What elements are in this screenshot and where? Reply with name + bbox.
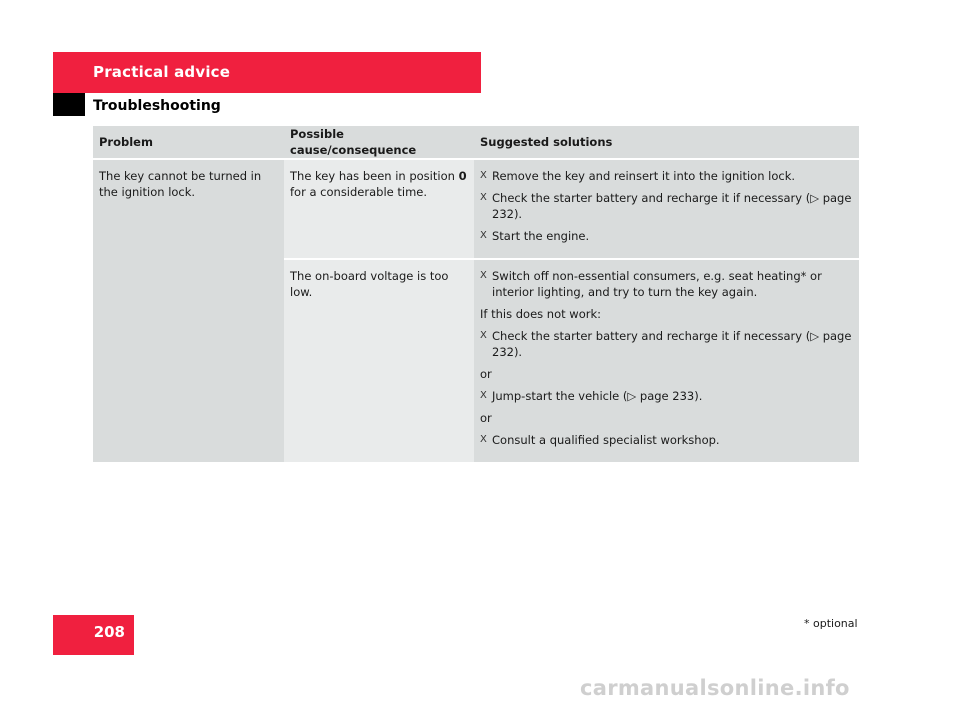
step-arrow-icon: X (480, 390, 487, 401)
solution-step: X Switch off non-essential consumers, e.g. seat heating* or interior lighting, and try to turn the key again. (480, 269, 822, 299)
step-arrow-icon: X (480, 170, 487, 181)
solutions-cell (474, 160, 859, 260)
troubleshooting-table (93, 126, 859, 462)
footnote: * optional (804, 617, 858, 630)
solution-step: X Start the engine. (480, 229, 590, 243)
solution-step: X Jump-start the vehicle (▷ page 233). (480, 389, 703, 403)
table-row (93, 160, 859, 260)
section-marker-tab (53, 93, 85, 116)
table-header-row (93, 126, 859, 160)
section-header-bar (53, 52, 481, 93)
step-arrow-icon: X (480, 192, 487, 203)
step-arrow-icon: X (480, 270, 487, 281)
step-arrow-icon: X (480, 434, 487, 445)
page-number-box (53, 615, 134, 655)
solution-note: If this does not work: (480, 307, 601, 321)
cause-cell (284, 160, 474, 260)
column-header-problem: Problem (93, 126, 284, 160)
cause-cell (284, 260, 474, 462)
solution-step: X Check the starter battery and recharge it if necessary (▷ page 232). (480, 191, 852, 221)
position-value: 0 (458, 169, 467, 183)
problem-text: The key cannot be turned in the ignition lock. (99, 169, 262, 199)
column-header-cause: Possible cause/consequence (284, 126, 474, 160)
cause-text: The key has been in position 0 for a considerable time. (290, 169, 467, 199)
solution-or: or (480, 367, 492, 381)
cause-text: The on-board voltage is too low. (290, 269, 449, 299)
solution-step: X Check the starter battery and recharge it if necessary (▷ page 232). (480, 329, 852, 359)
step-arrow-icon: X (480, 330, 487, 341)
solution-or: or (480, 411, 492, 425)
page-number: 208 (93, 623, 125, 641)
step-arrow-icon: X (480, 230, 487, 241)
page-subtitle: Troubleshooting (93, 98, 221, 114)
watermark: carmanualsonline.info (580, 676, 850, 700)
solution-step: X Consult a qualified specialist workshop. (480, 433, 720, 447)
solutions-cell (474, 260, 859, 462)
section-title: Practical advice (93, 63, 231, 81)
problem-cell (93, 160, 284, 462)
solution-step: X Remove the key and reinsert it into the ignition lock. (480, 169, 796, 183)
column-header-solutions: Suggested solutions (474, 126, 859, 160)
